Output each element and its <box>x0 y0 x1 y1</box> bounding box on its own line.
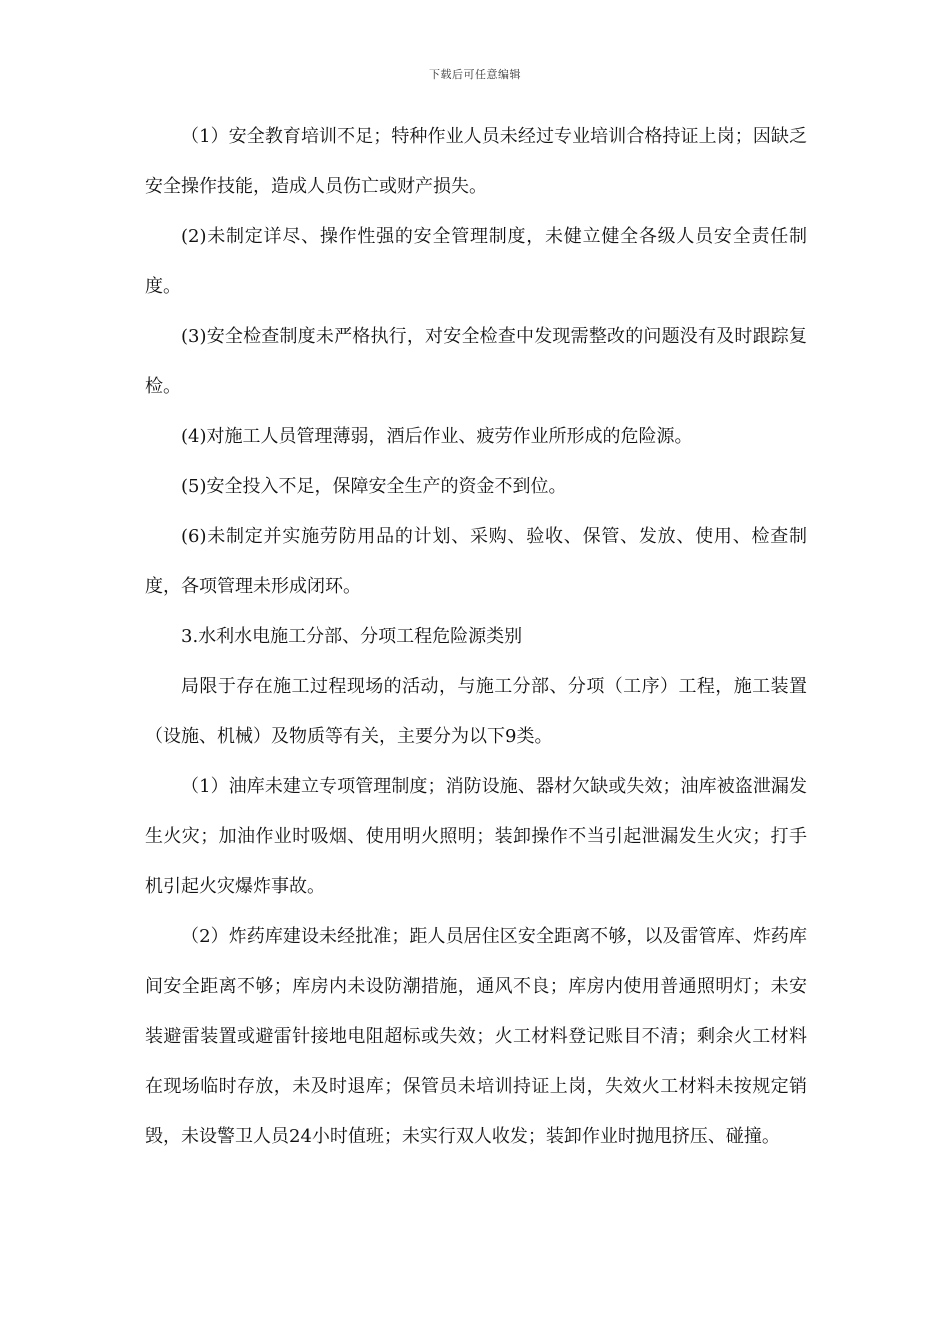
paragraph-hazard-1: （1）安全教育培训不足；特种作业人员未经过专业培训合格持证上岗；因缺乏安全操作技能，造成人员伤亡或财产损失。 <box>145 126 807 197</box>
paragraph-hazard-4: (4)对施工人员管理薄弱，酒后作业、疲劳作业所形成的危险源。 <box>181 426 693 447</box>
paragraph-hazard-5: (5)安全投入不足，保障安全生产的资金不到位。 <box>181 476 567 497</box>
document-body <box>145 112 807 1162</box>
paragraph-hazard-2: (2)未制定详尽、操作性强的安全管理制度，未健立健全各级人员安全责任制度。 <box>145 226 807 297</box>
section-heading: 3.水利水电施工分部、分项工程危险源类别 <box>181 626 523 647</box>
paragraph-explosive-depot: （2）炸药库建设未经批准；距人员居住区安全距离不够，以及雷管库、炸药库间安全距离不够；库房内未设防潮措施，通风不良；库房内使用普通照明灯；未安装避雷装置或避雷针接地电阻超标或失效；火工材料登记账目不清；剩余火工材料在现场临时存放，未及时退库；保管员未培训持证上岗，失效火工材料未按规定销毁，未设警卫人员24小时值班；未实行双人收发；装卸作业时抛甩挤压、碰撞。 <box>145 926 807 1147</box>
paragraph-oil-depot: （1）油库未建立专项管理制度；消防设施、器材欠缺或失效；油库被盗泄漏发生火灾；加油作业时吸烟、使用明火照明；装卸操作不当引起泄漏发生火灾；打手机引起火灾爆炸事故。 <box>145 776 807 897</box>
paragraph-intro: 局限于存在施工过程现场的活动，与施工分部、分项（工序）工程，施工装置（设施、机械）及物质等有关，主要分为以下9类。 <box>145 676 807 747</box>
paragraph-hazard-6: (6)未制定并实施劳防用品的计划、采购、验收、保管、发放、使用、检查制度，各项管理未形成闭环。 <box>145 526 807 597</box>
page-header-note: 下载后可任意编辑 <box>429 68 521 81</box>
paragraph-hazard-3: (3)安全检查制度未严格执行，对安全检查中发现需整改的问题没有及时跟踪复检。 <box>145 326 807 397</box>
